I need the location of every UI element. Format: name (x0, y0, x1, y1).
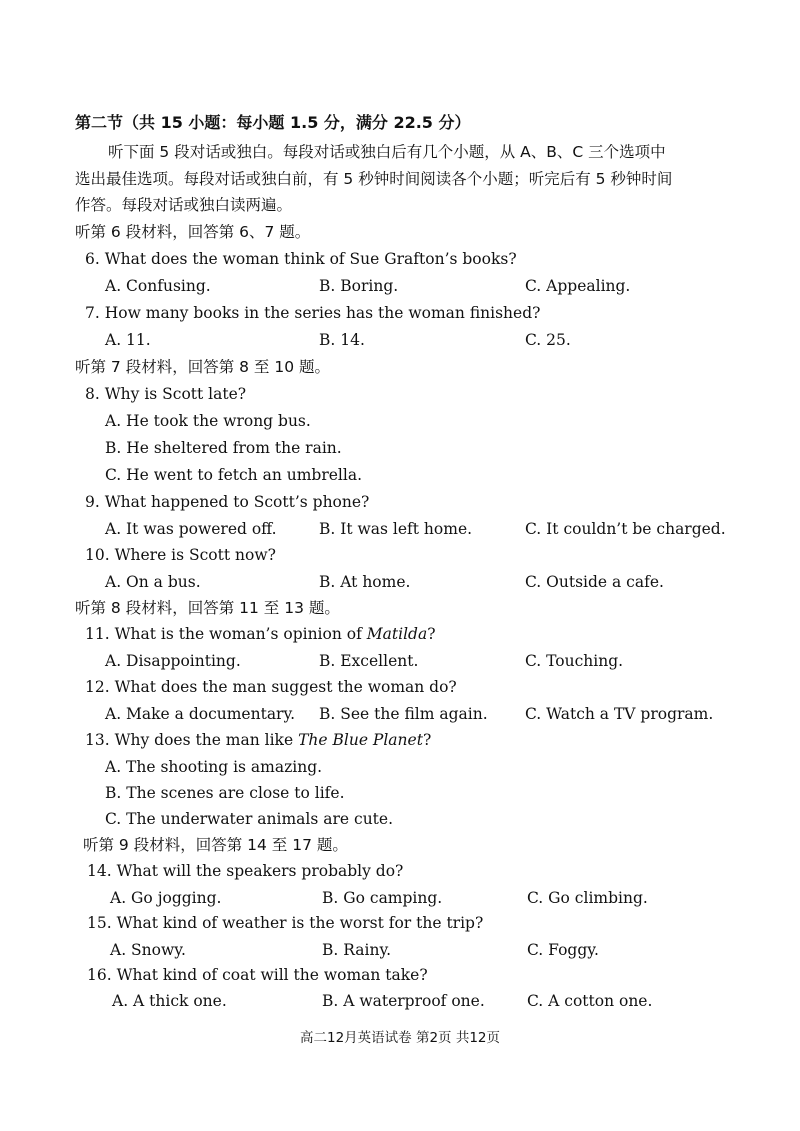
question-13-option-c: C. The underwater animals are cute. (105, 810, 393, 828)
group-heading: 听第 7 段材料，回答第 8 至 10 题。 (75, 358, 331, 376)
program-title: The Blue Planet (298, 731, 423, 749)
instruction-line-1: 听下面 5 段对话或独白。每段对话或独白后有几个小题，从 A、B、C 三个选项中 (108, 143, 666, 161)
question-14-option-a: A. Go jogging. (110, 889, 222, 907)
question-13-stem: 13. Why does the man like The Blue Planet? (85, 731, 432, 749)
question-12-option-b: B. See the film again. (319, 705, 488, 723)
question-7-stem: 7. How many books in the series has the woman finished? (85, 304, 541, 322)
question-16-option-b: B. A waterproof one. (322, 992, 485, 1010)
question-15-stem: 15. What kind of weather is the worst for the trip? (87, 914, 484, 932)
group-heading: 听第 8 段材料，回答第 11 至 13 题。 (75, 599, 340, 617)
question-10-option-c: C. Outside a cafe. (525, 573, 664, 591)
question-7-option-a: A. 11. (105, 331, 151, 349)
question-6-option-a: A. Confusing. (105, 277, 211, 295)
group-heading: 听第 9 段材料，回答第 14 至 17 题。 (83, 836, 348, 854)
question-12-option-a: A. Make a documentary. (105, 705, 296, 723)
question-8-option-b: B. He sheltered from the rain. (105, 439, 342, 457)
section-title: 第二节（共 15 小题：每小题 1.5 分，满分 22.5 分） (75, 113, 471, 132)
question-10-option-a: A. On a bus. (105, 573, 201, 591)
film-title: Matilda (366, 625, 428, 643)
question-9-option-c: C. It couldn’t be charged. (525, 520, 726, 538)
question-9-stem: 9. What happened to Scott’s phone? (85, 493, 370, 511)
question-15-option-b: B. Rainy. (322, 941, 392, 959)
question-9-option-a: A. It was powered off. (105, 520, 277, 538)
page-footer: 高二12月英语试卷 第2页 共12页 (299, 1030, 501, 1046)
question-16-stem: 16. What kind of coat will the woman take? (87, 966, 428, 984)
question-6-stem: 6. What does the woman think of Sue Grafton’s books? (85, 250, 517, 268)
question-8-stem: 8. Why is Scott late? (85, 385, 247, 403)
question-14-option-c: C. Go climbing. (527, 889, 648, 907)
question-16-option-c: C. A cotton one. (527, 992, 653, 1010)
question-11-option-a: A. Disappointing. (105, 652, 241, 670)
question-15-option-c: C. Foggy. (527, 941, 599, 959)
question-14-stem: 14. What will the speakers probably do? (87, 862, 404, 880)
question-8-option-a: A. He took the wrong bus. (105, 412, 311, 430)
question-6-option-b: B. Boring. (319, 277, 399, 295)
question-9-option-b: B. It was left home. (319, 520, 473, 538)
question-7-option-b: B. 14. (319, 331, 365, 349)
question-13-option-a: A. The shooting is amazing. (105, 758, 323, 776)
question-11-option-b: B. Excellent. (319, 652, 419, 670)
question-11-stem: 11. What is the woman’s opinion of Matilda? (85, 625, 436, 643)
question-13-option-b: B. The scenes are close to life. (105, 784, 345, 802)
question-11-option-c: C. Touching. (525, 652, 624, 670)
question-10-option-b: B. At home. (319, 573, 411, 591)
question-16-option-a: A. A thick one. (112, 992, 227, 1010)
instruction-line-2: 选出最佳选项。每段对话或独白前，有 5 秒钟时间阅读各个小题；听完后有 5 秒钟时间 (75, 170, 673, 188)
question-6-option-c: C. Appealing. (525, 277, 631, 295)
group-heading: 听第 6 段材料，回答第 6、7 题。 (75, 223, 311, 241)
question-15-option-a: A. Snowy. (110, 941, 186, 959)
question-7-option-c: C. 25. (525, 331, 571, 349)
question-12-option-c: C. Watch a TV program. (525, 705, 714, 723)
question-10-stem: 10. Where is Scott now? (85, 546, 276, 564)
instruction-line-3: 作答。每段对话或独白读两遍。 (75, 196, 293, 214)
question-8-option-c: C. He went to fetch an umbrella. (105, 466, 362, 484)
question-14-option-b: B. Go camping. (322, 889, 443, 907)
question-12-stem: 12. What does the man suggest the woman do? (85, 678, 457, 696)
